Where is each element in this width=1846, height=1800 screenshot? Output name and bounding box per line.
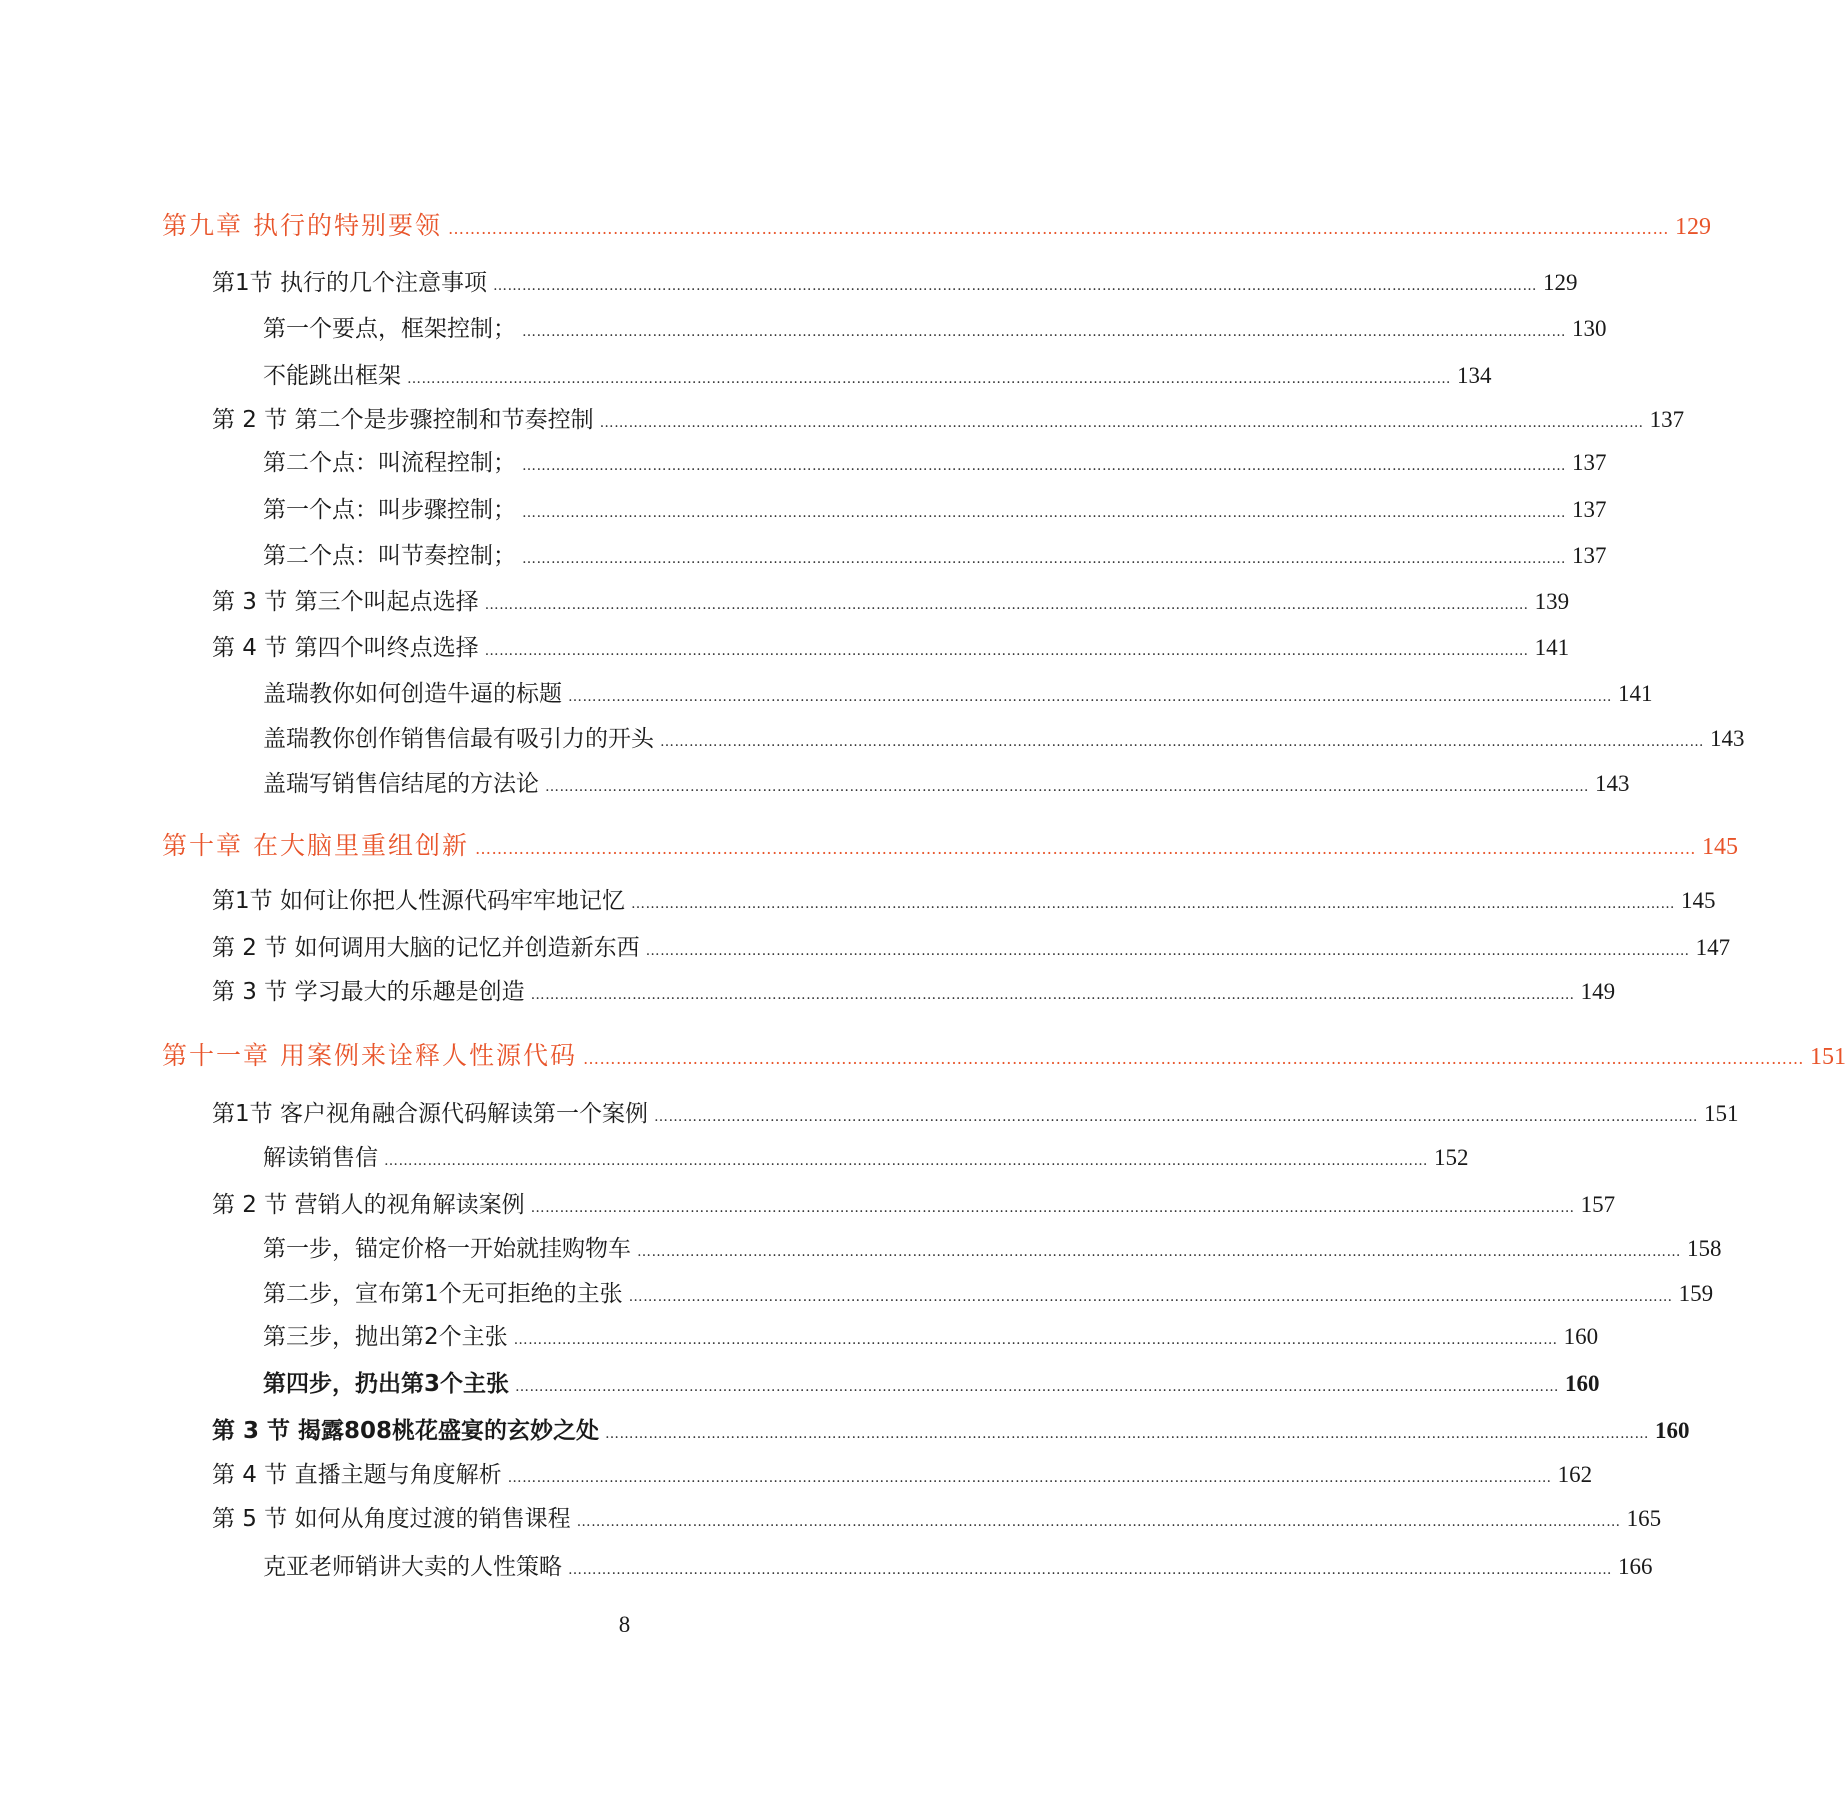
section-entry[interactable]: [212, 1500, 1662, 1533]
chapter-10-entry[interactable]: [162, 826, 1738, 862]
page-ref: 134: [1457, 363, 1492, 388]
dot-leader: ………………………………………………………………………………………………………………………………………………………………………………………………: [576, 1514, 1621, 1530]
dot-leader: ………………………………………………………………………………………………………………………………………………………………………………………………: [384, 1153, 1428, 1169]
subsection-title: 第一个要点，框架控制；: [263, 316, 516, 342]
subsection-entry[interactable]: [263, 357, 1492, 390]
subsection-entry[interactable]: [263, 310, 1607, 343]
subsection-title: 盖瑞教你创作销售信最有吸引力的开头: [263, 726, 654, 752]
page-ref: 137: [1572, 497, 1607, 522]
section-title: 第 4 节 第四个叫终点选择: [212, 635, 479, 661]
page-ref: 166: [1618, 1554, 1653, 1579]
page-ref: 141: [1534, 635, 1570, 660]
section-entry[interactable]: [212, 629, 1570, 662]
page-ref: 165: [1626, 1506, 1662, 1531]
page-ref: 130: [1572, 316, 1607, 341]
page-ref: 151: [1703, 1101, 1739, 1126]
subsection-title: 不能跳出框架: [263, 363, 401, 389]
section-title: 第 2 节 如何调用大脑的记忆并创造新东西: [212, 935, 640, 961]
subsection-title: 克亚老师销讲大卖的人性策略: [263, 1554, 562, 1580]
page-ref: 143: [1710, 726, 1745, 751]
dot-leader: ………………………………………………………………………………………………………………………………………………………………………………………………: [507, 1470, 1552, 1486]
page-ref: 158: [1687, 1236, 1722, 1261]
dot-leader: ………………………………………………………………………………………………………………………………………………………………………………………………: [484, 597, 1529, 613]
dot-leader: ………………………………………………………………………………………………………………………………………………………………………………………………: [568, 1562, 1612, 1578]
chapter-title: 第九章 执行的特别要领: [162, 211, 442, 240]
subsection-entry[interactable]: [263, 491, 1607, 524]
section-entry[interactable]: [212, 583, 1570, 616]
section-title: 第 4 节 直播主题与角度解析: [212, 1462, 502, 1488]
subsection-title: 盖瑞写销售信结尾的方法论: [263, 771, 539, 797]
page-ref: 160: [1655, 1418, 1690, 1443]
subsection-title: 第三步，抛出第2个主张: [263, 1324, 508, 1350]
section-entry[interactable]: [212, 973, 1616, 1006]
page-ref: 151: [1809, 1044, 1846, 1070]
chapter-title: 第十章 在大脑里重组创新: [162, 831, 469, 860]
dot-leader: ………………………………………………………………………………………………………………………………………………………………………………………………: [522, 324, 1566, 340]
chapter-11-entry[interactable]: [162, 1036, 1846, 1072]
dot-leader: ………………………………………………………………………………………………………………………………………………………………………………………………: [660, 734, 1704, 750]
dot-leader: ………………………………………………………………………………………………………………………………………………………………………………………………: [484, 643, 1529, 659]
section-entry[interactable]: [212, 401, 1685, 434]
dot-leader: ………………………………………………………………………………………………………………………………………………………………………………………………: [637, 1244, 1681, 1260]
page-ref: 147: [1695, 935, 1731, 960]
subsection-title: 第二个点：叫节奏控制；: [263, 543, 516, 569]
section-entry[interactable]: [212, 1456, 1593, 1489]
section-title: 第1节 如何让你把人性源代码牢牢地记忆: [212, 888, 625, 914]
page-ref: 162: [1557, 1462, 1593, 1487]
subsection-entry[interactable]: [263, 1365, 1600, 1398]
dot-leader: ………………………………………………………………………………………………………………………………………………………………………………………………: [653, 1109, 1698, 1125]
page-ref: 149: [1580, 979, 1616, 1004]
section-title: 第 3 节 学习最大的乐趣是创造: [212, 979, 525, 1005]
dot-leader: ……………………………………………………………………………………………………………………………………………………………………………………………………: [474, 839, 1696, 858]
page-ref: 129: [1674, 214, 1711, 240]
page-ref: 137: [1649, 407, 1685, 432]
dot-leader: ………………………………………………………………………………………………………………………………………………………………………………………………: [645, 943, 1690, 959]
section-entry[interactable]: [212, 882, 1716, 915]
page-number: 8: [618, 1612, 631, 1637]
subsection-entry[interactable]: [263, 1230, 1722, 1263]
section-entry[interactable]: [212, 1186, 1616, 1219]
subsection-title: 解读销售信: [263, 1145, 378, 1171]
page-ref: 139: [1534, 589, 1570, 614]
page-ref: 145: [1701, 834, 1738, 860]
subsection-title: 第四步，扔出第3个主张: [263, 1371, 510, 1397]
dot-leader: ………………………………………………………………………………………………………………………………………………………………………………………………: [630, 896, 1675, 912]
dot-leader: ………………………………………………………………………………………………………………………………………………………………………………………………: [492, 278, 1537, 294]
page-ref: 160: [1565, 1371, 1600, 1396]
section-title: 第 3 节 第三个叫起点选择: [212, 589, 479, 615]
dot-leader: ………………………………………………………………………………………………………………………………………………………………………………………………: [599, 415, 1644, 431]
subsection-entry[interactable]: [263, 675, 1653, 708]
page-ref: 160: [1563, 1324, 1599, 1349]
dot-leader: ………………………………………………………………………………………………………………………………………………………………………………………………: [545, 779, 1589, 795]
section-entry[interactable]: [212, 1412, 1690, 1445]
dot-leader: ………………………………………………………………………………………………………………………………………………………………………………………………: [605, 1426, 1650, 1442]
subsection-entry[interactable]: [263, 444, 1607, 477]
page-ref: 137: [1572, 450, 1607, 475]
page-ref: 141: [1618, 681, 1653, 706]
page-ref: 143: [1595, 771, 1630, 796]
page-ref: 152: [1434, 1145, 1469, 1170]
subsection-entry[interactable]: [263, 1318, 1599, 1351]
dot-leader: ………………………………………………………………………………………………………………………………………………………………………………………………: [515, 1379, 1560, 1395]
section-title: 第 2 节 第二个是步骤控制和节奏控制: [212, 407, 594, 433]
dot-leader: ………………………………………………………………………………………………………………………………………………………………………………………………: [628, 1289, 1673, 1305]
chapter-title: 第十一章 用案例来诠释人性源代码: [162, 1041, 577, 1070]
subsection-entry[interactable]: [263, 1548, 1653, 1581]
dot-leader: ……………………………………………………………………………………………………………………………………………………………………………………………………: [447, 219, 1669, 238]
page-ref: 157: [1580, 1192, 1616, 1217]
dot-leader: ……………………………………………………………………………………………………………………………………………………………………………………………………: [582, 1049, 1804, 1068]
dot-leader: ………………………………………………………………………………………………………………………………………………………………………………………………: [522, 505, 1566, 521]
chapter-9-entry[interactable]: [162, 206, 1711, 242]
section-title: 第1节 客户视角融合源代码解读第一个案例: [212, 1101, 648, 1127]
dot-leader: ………………………………………………………………………………………………………………………………………………………………………………………………: [522, 458, 1566, 474]
dot-leader: ………………………………………………………………………………………………………………………………………………………………………………………………: [522, 551, 1566, 567]
dot-leader: ………………………………………………………………………………………………………………………………………………………………………………………………: [513, 1332, 1558, 1348]
page-ref: 159: [1678, 1281, 1714, 1306]
section-title: 第 3 节 揭露808桃花盛宴的玄妙之处: [212, 1418, 600, 1444]
dot-leader: ………………………………………………………………………………………………………………………………………………………………………………………………: [568, 689, 1612, 705]
subsection-entry[interactable]: [263, 1139, 1469, 1172]
page-ref: 129: [1542, 270, 1578, 295]
page-ref: 145: [1680, 888, 1716, 913]
subsection-title: 第一步，锚定价格一开始就挂购物车: [263, 1236, 631, 1262]
section-entry[interactable]: [212, 929, 1731, 962]
subsection-title: 第二个点：叫流程控制；: [263, 450, 516, 476]
subsection-entry[interactable]: [263, 1275, 1714, 1308]
dot-leader: ………………………………………………………………………………………………………………………………………………………………………………………………: [530, 987, 1575, 1003]
section-entry[interactable]: [212, 1095, 1739, 1128]
subsection-title: 第二步，宣布第1个无可拒绝的主张: [263, 1281, 623, 1307]
section-entry[interactable]: [212, 264, 1578, 297]
section-title: 第 5 节 如何从角度过渡的销售课程: [212, 1506, 571, 1532]
section-title: 第1节 执行的几个注意事项: [212, 270, 487, 296]
section-title: 第 2 节 营销人的视角解读案例: [212, 1192, 525, 1218]
subsection-entry[interactable]: [263, 765, 1630, 798]
subsection-entry[interactable]: [263, 720, 1745, 753]
subsection-entry[interactable]: [263, 537, 1607, 570]
subsection-title: 盖瑞教你如何创造牛逼的标题: [263, 681, 562, 707]
subsection-title: 第一个点：叫步骤控制；: [263, 497, 516, 523]
dot-leader: ………………………………………………………………………………………………………………………………………………………………………………………………: [407, 371, 1451, 387]
dot-leader: ………………………………………………………………………………………………………………………………………………………………………………………………: [530, 1200, 1575, 1216]
page-ref: 137: [1572, 543, 1607, 568]
